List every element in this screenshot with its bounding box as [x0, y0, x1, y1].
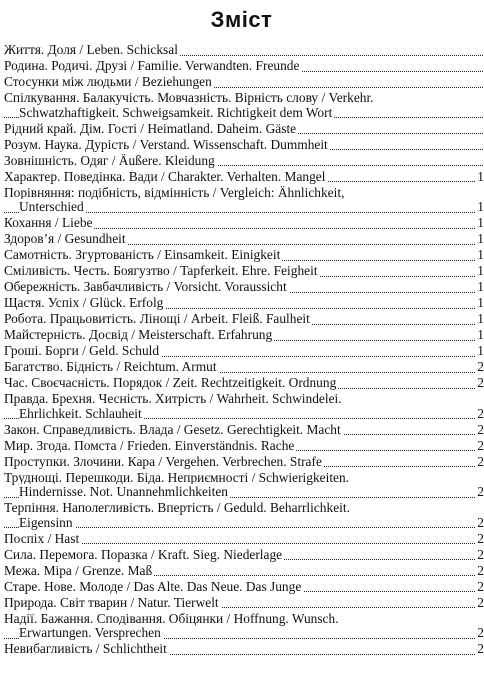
- toc-entry-title: Сміливість. Честь. Боягузтво / Tapferkeit. Ehre. Feigheit: [4, 263, 318, 278]
- toc-page-number: 2: [477, 546, 484, 562]
- toc-entry: [4, 455, 483, 470]
- toc-entry-title: Сила. Перемога. Поразка / Kraft. Sieg. Niederlage: [4, 546, 283, 562]
- toc-page-number: 2: [477, 437, 484, 453]
- toc-entry-title: Родина. Родичі. Друзі / Familie. Verwandten. Freunde: [4, 58, 300, 73]
- toc-page-number: 2: [477, 484, 484, 499]
- toc-page-number: 2: [477, 405, 484, 421]
- toc-page-number: 2: [477, 359, 484, 374]
- toc-page-number: 1: [477, 215, 484, 230]
- toc-entry-title: Спілкування. Балакучість. Мовчазність. Вірність слову / Verkehr.: [4, 90, 374, 105]
- toc-entry: [4, 532, 483, 547]
- toc-entry: [4, 344, 483, 359]
- toc-entry-title: Труднощі. Перешкоди. Біда. Неприємності / Schwierigkeiten.: [4, 469, 350, 485]
- toc-entry-title: Самотність. Згуртованість / Einsamkeit. Einigkeit: [4, 247, 281, 262]
- toc-entry: [4, 91, 483, 120]
- toc-entry: [4, 264, 483, 279]
- toc-entry: [4, 59, 483, 74]
- dot-leader: [4, 527, 483, 528]
- toc-page-number: 2: [477, 514, 484, 530]
- toc-entry: [4, 392, 483, 421]
- toc-entry-title: Природа. Світ тварин / Natur. Tierwelt: [4, 594, 219, 610]
- toc-entry: [4, 642, 483, 657]
- toc-page-number: 2: [477, 562, 484, 578]
- toc-entry-title: Eigensinn: [19, 514, 73, 530]
- toc-entry-title: Зовнішність. Одяг / Äußere. Kleidung: [4, 152, 215, 168]
- toc-entry-title: Старе. Нове. Молоде / Das Alte. Das Neue. Das Junge: [4, 578, 302, 594]
- toc-entry-title: Багатство. Бідність / Reichtum. Armut: [4, 359, 217, 374]
- toc-entry-title: Робота. Працьовитість. Лінощі / Arbeit. Fleiß. Faulheit: [4, 311, 310, 326]
- toc-entry: [4, 43, 483, 58]
- toc-entry: [4, 186, 483, 215]
- toc-page-number: 1: [477, 199, 484, 214]
- toc-page-number: 1: [477, 327, 484, 342]
- toc-entry-title: Гроші. Борги / Geld. Schuld: [4, 343, 160, 358]
- toc-entry-title: Закон. Справедливість. Влада / Gesetz. Gerechtigkeit. Macht: [4, 421, 341, 437]
- toc-entry-title: Межа. Міра / Grenze. Maß: [4, 562, 153, 578]
- page-title: Зміст: [210, 7, 273, 32]
- toc-entry-title: Стосунки між людьми / Beziehungen: [4, 74, 212, 89]
- table-of-contents: [4, 43, 483, 658]
- toc-entry-title: Schwatzhaftigkeit. Schweigsamkeit. Richtigkeit dem Wort: [19, 104, 333, 120]
- toc-entry-title: Обережність. Завбачливість / Vorsicht. Voraussicht: [4, 279, 287, 294]
- toc-page-number: 2: [477, 530, 484, 546]
- toc-entry: [4, 75, 483, 90]
- toc-entry-title: Erwartungen. Versprechen: [19, 625, 161, 640]
- toc-entry-title: Кохання / Liebe: [4, 215, 93, 230]
- toc-entry: [4, 596, 483, 611]
- toc-entry: [4, 423, 483, 438]
- toc-entry-title: Розум. Наука. Дурість / Verstand. Wissenschaft. Dummheit: [4, 136, 328, 152]
- toc-entry: [4, 376, 483, 391]
- toc-entry-title: Мир. Згода. Помста / Frieden. Einverständnis. Rache: [4, 437, 295, 453]
- toc-entry: [4, 154, 483, 169]
- toc-entry-title: Проступки. Злочини. Кара / Vergehen. Verbrechen. Strafe: [4, 453, 322, 469]
- toc-entry-title: Надії. Бажання. Сподівання. Обіцянки / Hoffnung. Wunsch.: [4, 610, 339, 626]
- toc-entry: [4, 439, 483, 454]
- toc-entry-title: Здоров’я / Gesundheit: [4, 231, 126, 246]
- toc-entry-title: Невибагливість / Schlichtheit: [4, 641, 167, 656]
- toc-entry-title: Правда. Брехня. Чесність. Хитрість / Wahrheit. Schwindelei.: [4, 391, 342, 406]
- toc-entry-title: Характер. Поведінка. Вади / Charakter. Verhalten. Mangel: [4, 168, 326, 184]
- toc-entry: [4, 580, 483, 595]
- toc-entry-title: Терпіння. Наполегливість. Впертість / Geduld. Beharrlichkeit.: [4, 500, 350, 515]
- toc-entry: [4, 232, 483, 247]
- toc-entry: [4, 501, 483, 530]
- toc-entry: [4, 548, 483, 563]
- toc-entry: [4, 248, 483, 263]
- toc-page-number: 1: [477, 247, 484, 262]
- toc-entry-title: Hindernisse. Not. Unannehmlichkeiten: [19, 484, 228, 499]
- toc-entry-title: Ehrlichkeit. Schlauheit: [19, 405, 142, 421]
- toc-entry: [4, 564, 483, 579]
- toc-entry: [4, 328, 483, 343]
- toc-entry: [4, 471, 483, 500]
- toc-page-number: 1: [477, 231, 484, 246]
- toc-entry: [4, 170, 483, 185]
- toc-entry: [4, 312, 483, 327]
- toc-page-number: 2: [477, 625, 484, 640]
- toc-entry: [4, 280, 483, 295]
- toc-entry-title: Щастя. Успіх / Glück. Erfolg: [4, 295, 164, 310]
- toc-page-number: 1: [477, 311, 484, 326]
- toc-page-number: 2: [477, 594, 484, 610]
- toc-entry-title: Рідний край. Дім. Гості / Heimatland. Daheim. Gäste: [4, 120, 297, 136]
- toc-entry: [4, 216, 483, 231]
- toc-entry: [4, 138, 483, 153]
- toc-entry-title: Час. Своєчасність. Порядок / Zeit. Rechtzeitigkeit. Ordnung: [4, 375, 337, 390]
- toc-page-number: 1: [477, 279, 484, 294]
- toc-page-number: 2: [477, 453, 484, 469]
- toc-entry: [4, 360, 483, 375]
- toc-page-number: 1: [477, 263, 484, 278]
- toc-entry: [4, 122, 483, 137]
- toc-page-number: 2: [477, 375, 484, 390]
- toc-entry-title: Поспіх / Hast: [4, 530, 80, 546]
- toc-page-number: 1: [477, 168, 484, 184]
- toc-page-number: 1: [477, 295, 484, 310]
- toc-entry-title: Порівняння: подібність, відмінність / Vergleich: Ähnlichkeit,: [4, 184, 345, 200]
- toc-entry-title: Майстерність. Досвід / Meisterschaft. Erfahrung: [4, 327, 273, 342]
- toc-page-number: 2: [477, 421, 484, 437]
- toc-page-number: 2: [477, 641, 484, 656]
- toc-entry: [4, 296, 483, 311]
- toc-entry-title: Unterschied: [19, 199, 84, 214]
- toc-page-number: 1: [477, 343, 484, 358]
- toc-page-number: 2: [477, 578, 484, 594]
- toc-entry: [4, 612, 483, 641]
- toc-entry-title: Життя. Доля / Leben. Schicksal: [4, 42, 178, 57]
